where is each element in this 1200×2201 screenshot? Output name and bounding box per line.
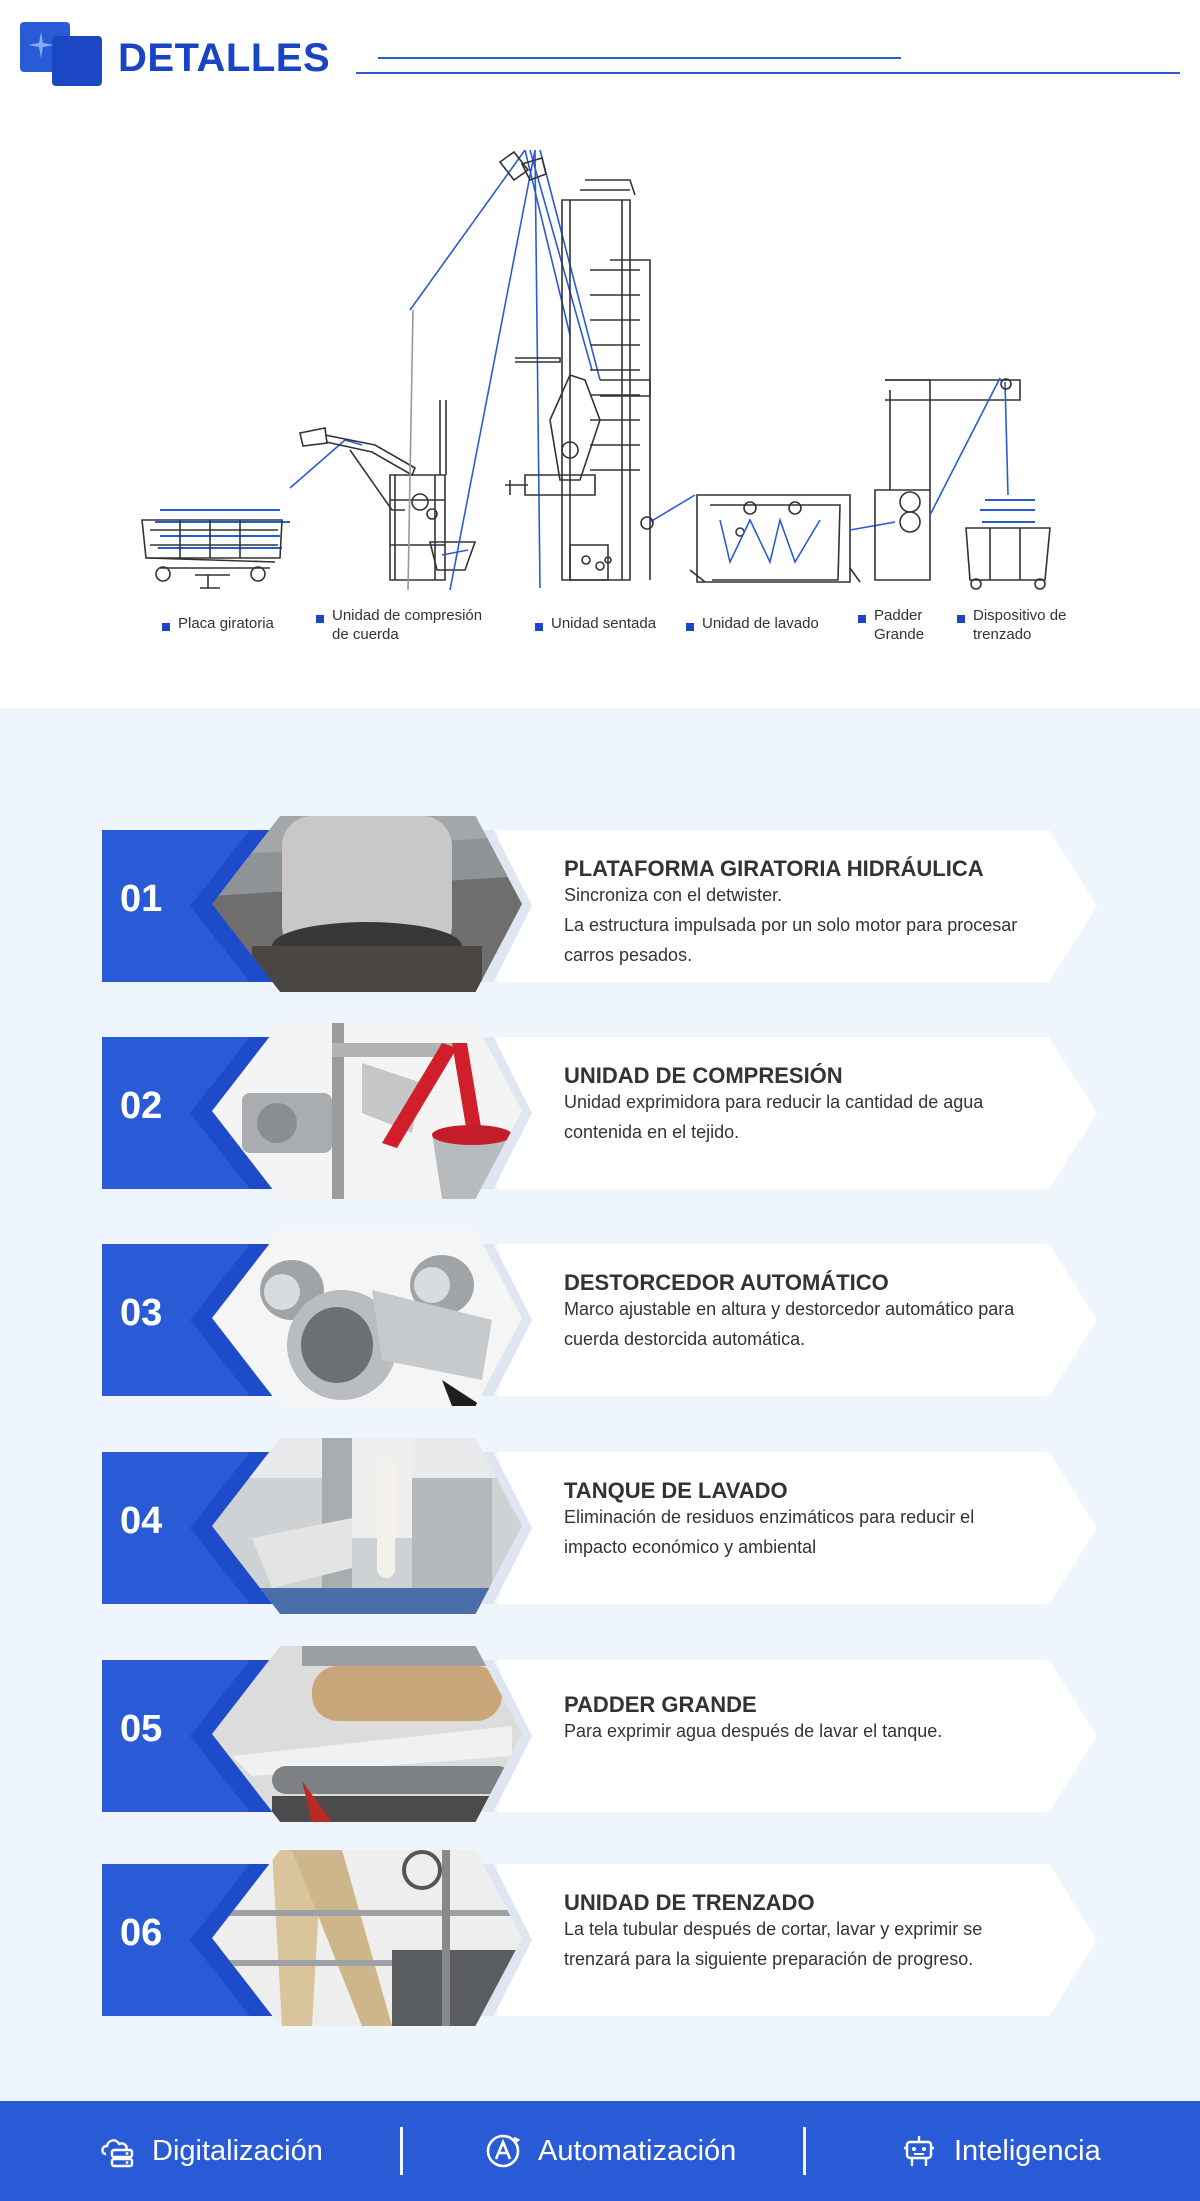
compression-unit-drawing — [290, 400, 475, 580]
footer-divider — [400, 2127, 403, 2175]
footer-bar — [0, 2101, 1200, 2201]
feature-description: La tela tubular después de cortar, lavar y exprimir se trenzará para la siguiente preparación de progreso. — [564, 1919, 983, 1969]
automation-a-icon — [484, 2132, 522, 2170]
feature-card — [102, 1015, 1097, 1195]
feature-description: Unidad exprimidora para reducir la cantidad de agua contenida en el tejido. — [564, 1092, 984, 1142]
legend-item-compression: Unidad de compresión de cuerda — [316, 606, 496, 644]
legend-bullet-icon — [162, 623, 170, 631]
washing-unit-drawing — [641, 495, 860, 582]
feature-title: UNIDAD DE COMPRESIÓN — [564, 1063, 843, 1088]
feature-card — [102, 1842, 1097, 2022]
feature-number: 06 — [120, 1912, 163, 1954]
features-section — [0, 708, 1200, 2101]
feature-title: PADDER GRANDE — [564, 1692, 757, 1717]
page-header — [0, 0, 1200, 120]
footer-divider — [803, 2127, 806, 2175]
feature-number: 04 — [120, 1500, 163, 1542]
legend-item-padder: Padder Grande — [858, 606, 938, 644]
feature-title: DESTORCEDOR AUTOMÁTICO — [564, 1270, 889, 1295]
page-title: DETALLES — [118, 36, 331, 80]
legend-bullet-icon — [957, 615, 965, 623]
feature-title: PLATAFORMA GIRATORIA HIDRÁULICA — [564, 856, 984, 881]
legend-bullet-icon — [535, 623, 543, 631]
diagram-legend — [0, 606, 1200, 646]
feature-number: 01 — [120, 878, 163, 920]
legend-item-seated: Unidad sentada — [535, 614, 656, 633]
legend-item-turntable: Placa giratoria — [162, 614, 274, 633]
footer-item-intelligence: Inteligencia — [900, 2101, 1101, 2201]
legend-bullet-icon — [858, 615, 866, 623]
feature-card — [102, 1430, 1097, 1610]
feature-number: 02 — [120, 1085, 163, 1127]
plaiting-device-drawing — [930, 378, 1050, 589]
title-underline — [356, 72, 1180, 74]
turntable-cart-drawing — [142, 510, 290, 588]
feature-card — [102, 1638, 1097, 1818]
feature-title: UNIDAD DE TRENZADO — [564, 1890, 815, 1915]
feature-description: Sincroniza con el detwister. La estructura impulsada por un solo motor para procesar carros pesados. — [564, 885, 1018, 965]
feature-description: Marco ajustable en altura y destorcedor automático para cuerda destorcida automática. — [564, 1299, 1015, 1349]
footer-item-digitalization: Digitalización — [98, 2101, 323, 2201]
feature-description: Eliminación de residuos enzimáticos para reducir el impacto económico y ambiental — [564, 1507, 975, 1557]
brand-logo-icon — [20, 22, 102, 86]
feature-description: Para exprimir agua después de lavar el tanque. — [564, 1721, 943, 1741]
feature-number: 05 — [120, 1708, 163, 1750]
feature-title: TANQUE DE LAVADO — [564, 1478, 788, 1503]
feature-card — [102, 1222, 1097, 1402]
legend-item-plaiting: Dispositivo de trenzado — [957, 606, 1077, 644]
large-padder-drawing — [850, 380, 1020, 580]
robot-icon — [900, 2132, 938, 2170]
cloud-server-icon — [98, 2132, 136, 2170]
legend-bullet-icon — [316, 615, 324, 623]
feature-card — [102, 808, 1097, 988]
title-divider-line — [378, 57, 901, 59]
legend-bullet-icon — [686, 623, 694, 631]
legend-item-washing: Unidad de lavado — [686, 614, 819, 633]
footer-item-automation: Automatización — [484, 2101, 736, 2201]
production-line-diagram — [130, 150, 1090, 590]
feature-number: 03 — [120, 1292, 163, 1334]
